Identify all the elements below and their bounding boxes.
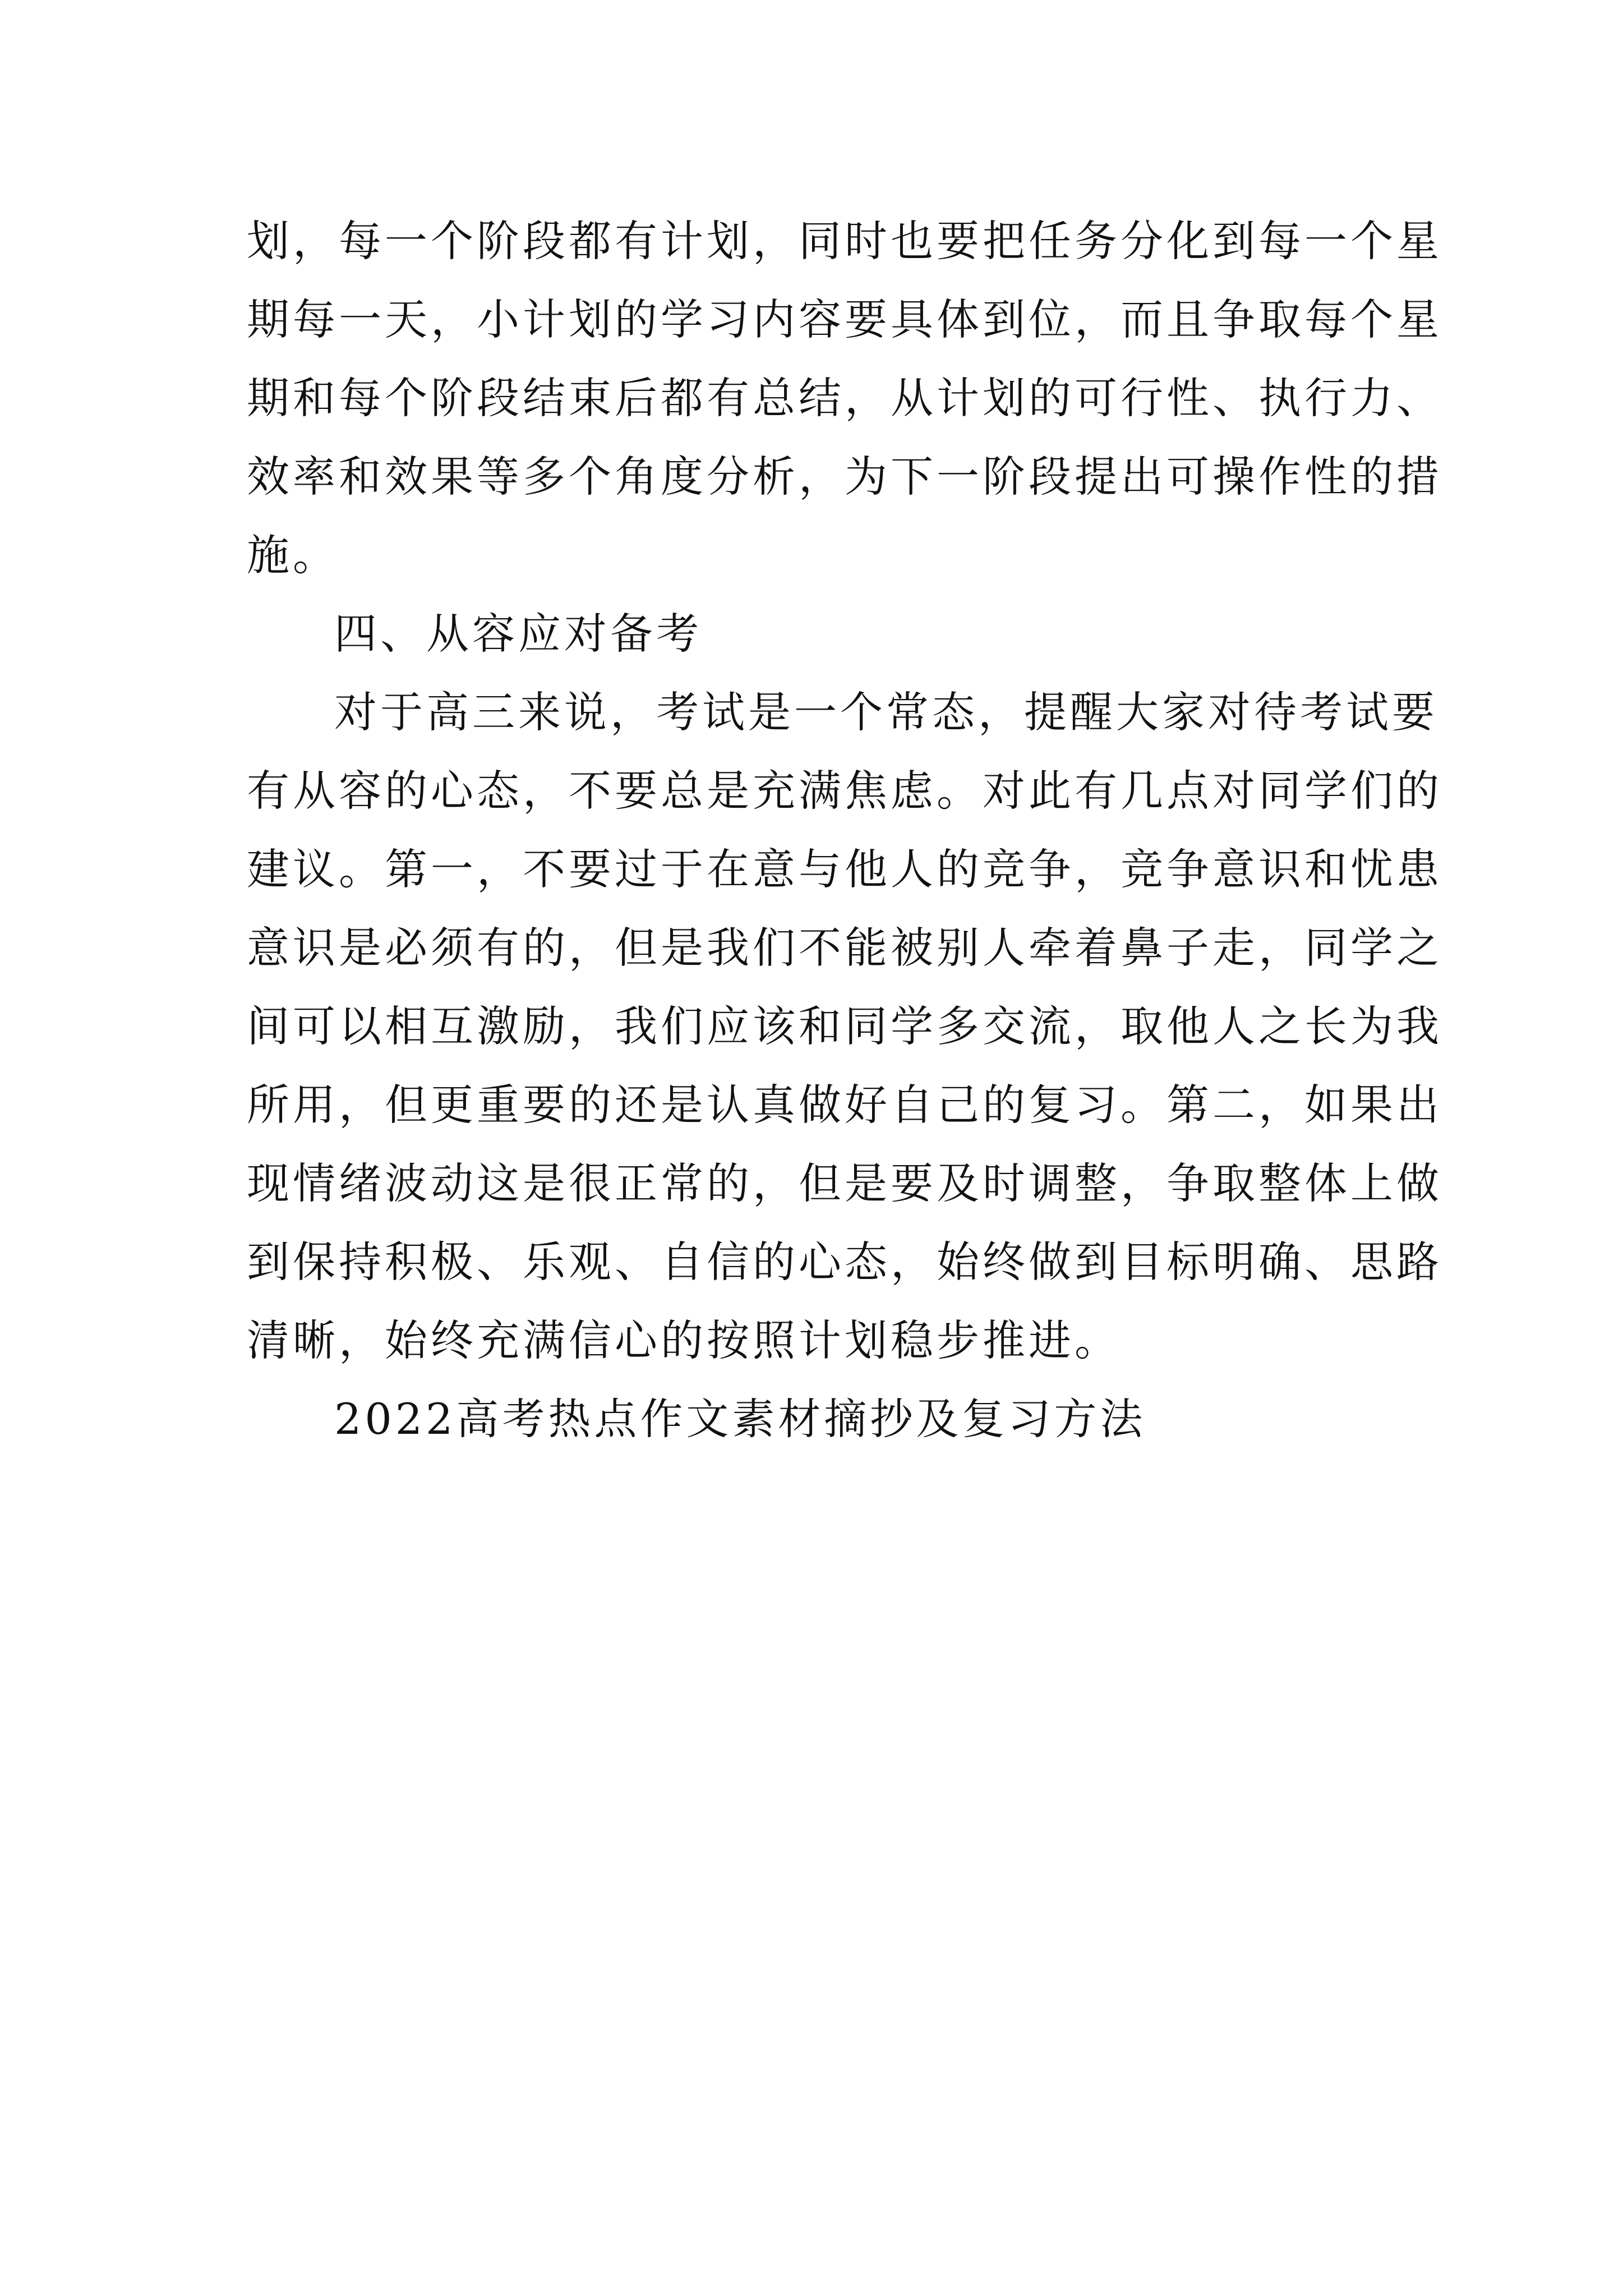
text-line: 期和每个阶段结束后都有总结，从计划的可行性、执行力、 xyxy=(247,373,1442,423)
paragraph-first-line: 对于高三来说，考试是一个常态，提醒大家对待考试要 xyxy=(334,687,1438,737)
text-line: 效率和效果等多个角度分析，为下一阶段提出可操作性的措 xyxy=(247,452,1442,501)
text-line: 划，每一个阶段都有计划，同时也要把任务分化到每一个星 xyxy=(247,216,1442,266)
text-line: 有从容的心态，不要总是充满焦虑。对此有几点对同学们的 xyxy=(247,766,1442,816)
text-line: 期每一天，小计划的学习内容要具体到位，而且争取每个星 xyxy=(247,295,1442,344)
text-line: 清晰，始终充满信心的按照计划稳步推进。 xyxy=(247,1315,1121,1365)
text-line: 施。 xyxy=(247,530,339,580)
document-title-line: 2022高考热点作文素材摘抄及复习方法 xyxy=(334,1394,1146,1444)
text-line: 现情绪波动这是很正常的，但是要及时调整，争取整体上做 xyxy=(247,1158,1442,1208)
document-body xyxy=(247,202,1458,1458)
text-line: 到保持积极、乐观、自信的心态，始终做到目标明确、思路 xyxy=(247,1237,1442,1287)
text-line: 间可以相互激励，我们应该和同学多交流，取他人之长为我 xyxy=(247,1001,1442,1051)
text-line: 所用，但更重要的还是认真做好自己的复习。第二，如果出 xyxy=(247,1080,1442,1130)
text-line: 建议。第一，不要过于在意与他人的竞争，竞争意识和忧患 xyxy=(247,844,1442,894)
text-line: 意识是必须有的，但是我们不能被别人牵着鼻子走，同学之 xyxy=(247,923,1442,973)
section-heading: 四、从容应对备考 xyxy=(334,609,702,659)
